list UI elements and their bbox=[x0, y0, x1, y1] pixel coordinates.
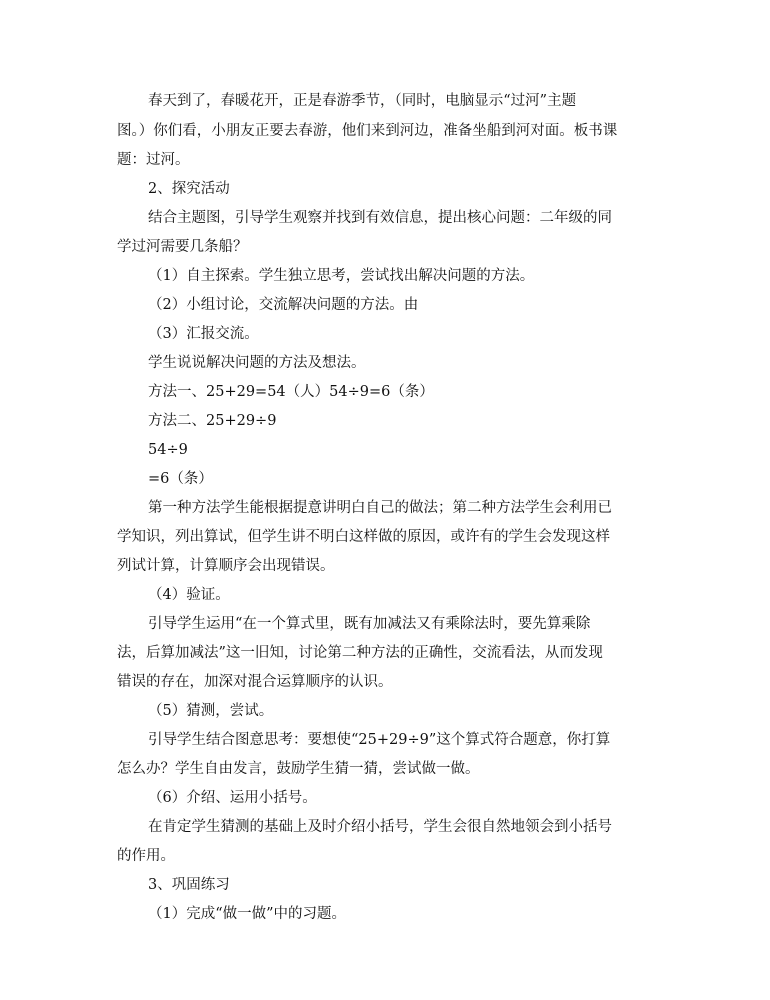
paragraph-line: 题：过河。 bbox=[117, 152, 190, 168]
paragraph-line: 图。）你们看，小朋友正要去春游，他们来到河边，准备坐船到河对面。板书课 bbox=[117, 123, 618, 139]
paragraph-line: 法，后算加减法”这一旧知，讨论第二种方法的正确性，交流看法，从而发现 bbox=[117, 645, 603, 661]
list-item: （3）汇报交流。 bbox=[148, 326, 259, 342]
formula-line: 54÷9 bbox=[148, 442, 188, 458]
section-heading: 2、探究活动 bbox=[148, 181, 230, 197]
list-item: （1）完成“做一做”中的习题。 bbox=[148, 906, 347, 922]
list-item: （6）介绍、运用小括号。 bbox=[148, 790, 317, 806]
paragraph-line: 在肯定学生猜测的基础上及时介绍小括号，学生会很自然地领会到小括号 bbox=[148, 819, 612, 835]
paragraph-line: 学过河需要几条船？ bbox=[117, 239, 248, 255]
formula-line: 方法一、25+29=54（人）54÷9=6（条） bbox=[148, 384, 434, 400]
formula-line: =6（条） bbox=[148, 471, 213, 487]
list-item: （2）小组讨论，交流解决问题的方法。由 bbox=[148, 297, 419, 313]
paragraph-line: 错误的存在，加深对混合运算顺序的认识。 bbox=[117, 674, 393, 690]
paragraph-line: 列试计算，计算顺序会出现错误。 bbox=[117, 558, 335, 574]
list-item: （5）猜测，尝试。 bbox=[148, 703, 274, 719]
paragraph-line: 怎么办？学生自由发言，鼓励学生猜一猜，尝试做一做。 bbox=[117, 761, 480, 777]
list-item: （4）验证。 bbox=[148, 587, 230, 603]
paragraph-line: 引导学生运用“在一个算式里，既有加减法又有乘除法时，要先算乘除 bbox=[148, 616, 591, 632]
paragraph-line: 学知识，列出算试，但学生讲不明白这样做的原因，或许有的学生会发现这样 bbox=[117, 529, 610, 545]
list-item: （1）自主探索。学生独立思考，尝试找出解决问题的方法。 bbox=[148, 268, 535, 284]
paragraph-line: 结合主题图，引导学生观察并找到有效信息，提出核心问题：二年级的同 bbox=[148, 210, 612, 226]
formula-line: 方法二、25+29÷9 bbox=[148, 413, 277, 429]
paragraph-line: 引导学生结合图意思考：要想使“25+29÷9”这个算式符合题意，你打算 bbox=[148, 732, 611, 748]
paragraph-line: 春天到了，春暖花开，正是春游季节，（同时，电脑显示“过河”主题 bbox=[148, 93, 577, 109]
section-heading: 3、巩固练习 bbox=[148, 877, 230, 893]
paragraph-line: 学生说说解决问题的方法及想法。 bbox=[148, 355, 366, 371]
paragraph-line: 第一种方法学生能根据提意讲明白自己的做法；第二种方法学生会利用已 bbox=[148, 500, 612, 516]
paragraph-line: 的作用。 bbox=[117, 848, 175, 864]
